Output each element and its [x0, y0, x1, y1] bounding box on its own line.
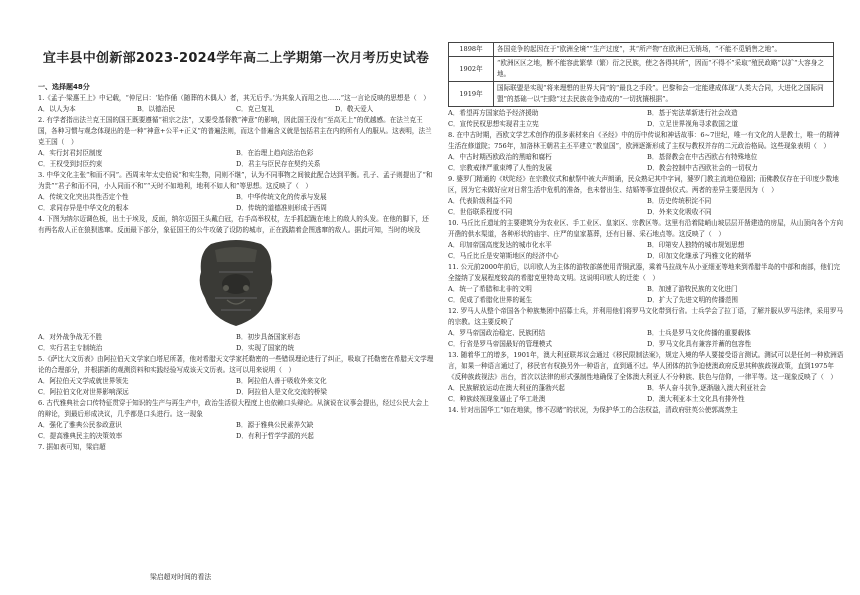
question-stem: 1.《孟子·梁惠王上》中记载，“仲尼曰：‘始作俑（随葬的木偶人）者，其无后乎。’为其象人而用之也……”这一言论反映的思想是（ ） [38, 94, 430, 102]
question-stem: 2. 有学者指出法兰克王国的国王既要遵循“祖宗之法”，又要受基督教“神意”的影响，因此国王没有“至高无上”的优越感。在法兰克王国，各种习惯与观念体现出的是一种“神意+公平+正义”的普遍法则，而这个普遍含义就是包括君主在内的所有人的服从。这表明，法兰克王国（ ） [38, 116, 432, 146]
option-d: D．澳大利亚本土文化具有排外性 [647, 395, 745, 403]
question-12 [448, 306, 846, 350]
option-b: B．中华传统文化的传承与发展 [236, 193, 327, 201]
question-stem: 5.《萨比大文历表》由阿拉伯天文学家白塔尼所著，他对希腊天文学家托勒密的一些错误理论进行了纠正，吸取了托勒密在希腊天文学理论的合理部分，并根据新的观测资料和实践经验写成该天文历表。这可以用来说明（ ） [38, 355, 434, 374]
option-b: B．基于宪法革新进行社会改造 [647, 109, 738, 117]
option-a: A．以人为本 [38, 105, 76, 113]
table-row [449, 82, 834, 107]
option-c: C．促成了希腊化世界的诞生 [448, 296, 533, 304]
option-b: B．以德治民 [137, 105, 175, 113]
option-d: D．实现了国家的统 [236, 344, 295, 352]
option-d: D．教会控制中古西欧社会的一切权力 [647, 164, 758, 172]
question-11 [448, 262, 846, 306]
year-cell: 1902年 [449, 57, 494, 82]
options [38, 104, 434, 115]
option-b: B．印第安人独特的城市规划思想 [647, 241, 745, 249]
right-column [448, 0, 846, 595]
option-d: D．扩大了先进文明的传播范围 [647, 296, 739, 304]
option-b: B．历史传统积淀不同 [647, 197, 712, 205]
quote-cell: 国际联盟是实现“将来理想的世界大同”的“最良之手段”。巴黎和会一定能建成体现“人类大合同，大进化之国际同盟”的基础一以“扫除”过去民族竞争造成的“一切扰攘根据”。 [494, 82, 834, 107]
option-c: C．马丘比丘是安第斯地区的经济中心 [448, 252, 559, 260]
narmer-palette-image [191, 238, 281, 330]
table-caption: 梁启超对时间的看法 [150, 573, 212, 581]
option-b: B．阿拉伯人善于吸收外来文化 [236, 377, 327, 385]
option-d: D．印加文化继承了玛雅文化的精华 [647, 252, 752, 260]
question-stem: 9. 婆罗门精通的《吠陀经》在宗教仪式和献祭中被大声朗诵，民众熟记其中字词，婆罗门教主流地位稳固；而佛教仅存在于印度少数地区，因为它未做好应对日常生活中危机的准备，也未替出生、结婚等事宜提供仪式。两者的差异主要是因为（ ） [448, 175, 839, 194]
option-c: C．提高雅典民主的决策效率 [38, 432, 123, 440]
option-c: C．宣传民权思想实现君主立宪 [448, 120, 539, 128]
options [448, 284, 846, 306]
options [38, 148, 434, 170]
option-d: D．有利于哲学学派的兴起 [236, 432, 314, 440]
option-a: A．强化了雅典公民参政意识 [38, 421, 122, 429]
table-row [449, 43, 834, 57]
option-a: A．对外战争战无不胜 [38, 333, 103, 341]
options [448, 240, 846, 262]
option-a: A．罗马帝国政治稳定、民族团结 [448, 329, 546, 337]
question-stem: 14. 针对出国华工“如在地狱，惨不忍睹”的状况，为保护华工的合法权益，清政府驻英公使郭嵩焘主 [448, 406, 738, 414]
question-stem: 10. 马丘比丘遗址的主要建筑分为农业区、手工业区、皇家区、宗教区等。这里有沿着陡峭山坡层层开凿建造的房屋，从山顶向各个方向开凿的供水渠道，各种形状的庙宇、庄严的皇家墓葬，还有日晷、采石地点等。这反映了（ ） [448, 219, 844, 238]
question-stem: 6. 古代雅典社会口传特征贯穿于知识的生产与再生产中，政治生活很大程度上也依赖口头辩论。从演说在议事会提出，经过公民大会上的辩论，到最后形成决议，几乎都是口头进行。这一现象 [38, 399, 429, 418]
option-d: D．立足世界视角寻求救国之道 [647, 120, 739, 128]
table-row [449, 57, 834, 82]
question-2 [38, 115, 434, 170]
option-d: D．罗马文化具有兼容并蓄的包容性 [647, 340, 752, 348]
option-a: A．传统文化突出共性否定个性 [38, 193, 129, 201]
option-a: A．代表阶级利益不同 [448, 197, 513, 205]
option-c: C．王权受到封臣约束 [38, 160, 103, 168]
section-heading: 一、选择题48分 [38, 83, 90, 91]
year-cell: 1919年 [449, 82, 494, 107]
question-stem: 13. 随着华工的增多，1901年，澳大利亚联邦议会通过《移民限制法案》，规定入境的华人要接受语言测试。测试可以是任何一种欧洲语言，如果一种语言通过了，移民官有权换另外一种语言，直到通不过。华人团体的抗争迫使澳政府反思其种族歧视政策，直到1975年《反种族歧视法》出台，首次以法律的形式强制性地确保了全体澳大利亚人不分种族、肤色与信仰，一律平等。这一现象反映了（ ） [448, 351, 844, 381]
year-cell: 1898年 [449, 43, 494, 57]
option-a: A．印加帝国高度发达的城市化水平 [448, 241, 552, 249]
quote-cell: 各国竞争的起因在于“欧洲全境”“生产过度”，其“所产物”在欧洲已无销场，“不能不觅销售之地”。 [494, 43, 834, 57]
option-a: A．中古时期西欧政治的黑暗和腐朽 [448, 153, 552, 161]
question-4 [38, 214, 434, 354]
liang-qichao-table [448, 42, 834, 107]
option-c: C．克己复礼 [236, 105, 275, 113]
option-a: A．统一了希腊和北非的文明 [448, 285, 532, 293]
question-13 [448, 350, 846, 405]
question-stem: 8. 在中古时期，西欧文学艺术创作的很多素材来自《圣经》中的历中传说和神话故事：6~7世纪，唯一有文化的人是教士，唯一的精神生活在修道院；756年，加洛林王朝君主丕平建立“教皇国”，欧洲逐渐形成了主权与教权并存的二元政治格局。这些现象表明（ ） [448, 131, 840, 150]
question-10 [448, 218, 846, 262]
option-b: B．加速了游牧民族的文化进门 [647, 285, 738, 293]
left-column [38, 0, 434, 595]
option-b: B．华人奋斗抗争,逐渐融入澳大利亚社会 [647, 384, 767, 392]
question-3 [38, 170, 434, 214]
option-d: D．君主与臣民存在契约关系 [236, 160, 321, 168]
exam-title: 宜丰县中创新部2023-2024学年高二上学期第一次月考历史试卷 [42, 51, 430, 66]
question-7 [38, 442, 434, 453]
options [38, 332, 434, 354]
question-stem: 11. 公元前2000年前后，以印欧人为主体的游牧部落使用青铜武器，乘着马拉战车从小亚细亚等地来到希腊半岛的中部和南部，他们完全接纳了发展程度较高的希腊克里特岛文明。这说明印欧人的迁徙（ ） [448, 263, 841, 282]
question-stem: 3. 中华文化主张“和而不同”。西周末年太史伯说“和实生物，同则不继”，认为不同事物之间彼此配合达到平衡。孔子、孟子则提出了“和为贵”“君子和而不同，小人同而不和”“天时不如地利，地利不如人和”等思想。这反映了（ ） [38, 171, 433, 190]
options [38, 192, 434, 214]
options [38, 420, 434, 442]
question-5 [38, 354, 434, 398]
option-d: D．敬天爱人 [335, 105, 374, 113]
options [448, 152, 846, 174]
option-d: D．外来文化吸收不同 [647, 208, 712, 216]
option-b: B．士兵是罗马文化传播的重要载体 [647, 329, 751, 337]
q7-options [448, 108, 846, 130]
question-stem: 7. 据如表可知，梁启超 [38, 443, 106, 451]
option-c: C．行省是罗马帝国最好的管理模式 [448, 340, 552, 348]
question-9 [448, 174, 846, 218]
option-d: D．传统的道德准则形成于西周 [236, 204, 328, 212]
option-c: C．宗教戒律严重束缚了人性的发展 [448, 164, 552, 172]
options [448, 196, 846, 218]
option-c: C．阿拉伯文化对世界影响深远 [38, 388, 129, 396]
option-a: A．阿拉伯天文学成就世界领先 [38, 377, 129, 385]
option-c: C．世俗联系程度不同 [448, 208, 513, 216]
quote-cell: “欧洲区区之地，断不能容此繁孳（繁）衍之民族，使之各得其所”，因而“不得不”采取“殖民政略”以扩“大容身之地。 [494, 57, 834, 82]
option-d: D．阿拉伯人是文化交流的桥梁 [236, 388, 328, 396]
question-1 [38, 93, 434, 115]
question-stem: 4. 下图为纳尔迈调色板，出土于埃及，反面，纳尔迈国王头戴白冠，右手高举权杖，左手抓起跪在地上的敌人的头发。在他的脚下，还有两名敌人正在狼狈逃窜。反面最下部分，象征国王的公牛攻破了设防的城市，正在践踏着企图逃窜的敌人。据此可知，当时的埃及 [38, 215, 429, 234]
option-b: B．源于雅典公民素养欠缺 [236, 421, 314, 429]
question-6 [38, 398, 434, 442]
option-c: C．实行君主专制统治 [38, 344, 103, 352]
option-a: A．实行封君封臣制度 [38, 149, 103, 157]
option-a: A．民族解放运动在澳大利亚的蓬勃兴起 [448, 384, 565, 392]
question-stem: 12. 罗马人从整个帝国各个种族集团中招募士兵，并利用他们将罗马文化带到行省。士兵学会了拉丁语，了解并服从罗马法律，采用罗马的宗教。这主要反映了 [448, 307, 844, 326]
question-8 [448, 130, 846, 174]
option-b: B．初步具备国家形态 [236, 333, 301, 341]
option-b: B．在治理上趋向法治色彩 [236, 149, 314, 157]
options [448, 328, 846, 350]
options [448, 383, 846, 405]
option-b: B．基督教会在中古西欧占有特殊地位 [647, 153, 758, 161]
question-14 [448, 405, 846, 416]
option-c: C．种族歧视现象逼止了华工赴澳 [448, 395, 546, 403]
option-c: C．求同存异是中华文化的根本 [38, 204, 129, 212]
option-a: A．希望再方国家给予经济援助 [448, 109, 539, 117]
options [38, 376, 434, 398]
